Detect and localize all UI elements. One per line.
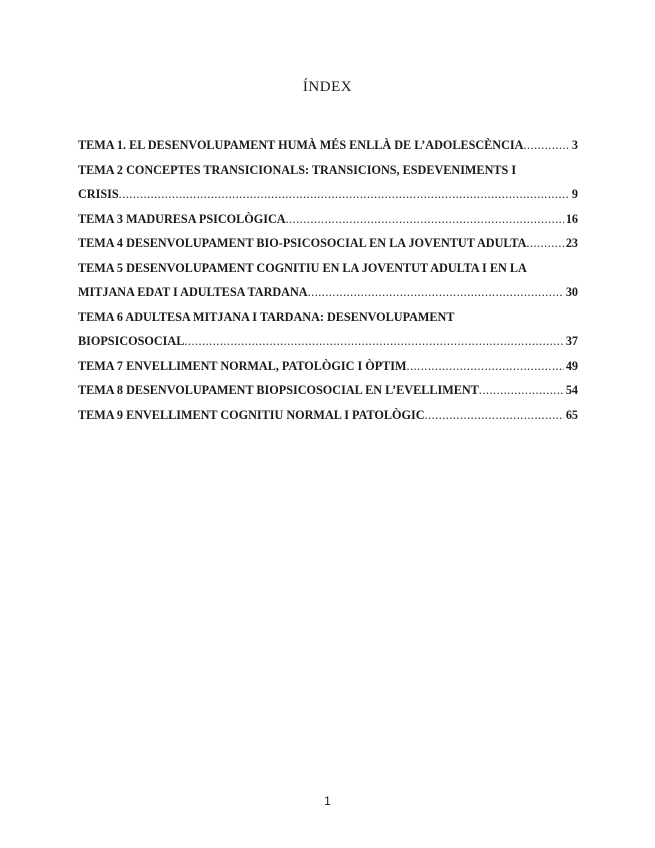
toc-entry-page-number: 3 [571, 138, 578, 152]
toc-entry-title: BIOPSICOSOCIAL [78, 334, 185, 348]
dot-leader [425, 403, 564, 428]
toc-entry-title: TEMA 5 DESENVOLUPAMENT COGNITIU EN LA JOVENTUT ADULTA I EN LA [78, 260, 527, 275]
toc-entry-page-number: 23 [565, 236, 578, 250]
toc-entry-page-number: 65 [565, 407, 578, 422]
toc-entry-page-number: 37 [565, 334, 578, 348]
toc-entry-title: TEMA 9 ENVELLIMENT COGNITIU NORMAL I PATOLÒGIC [78, 407, 425, 422]
toc-entry[interactable] [78, 354, 578, 379]
dot-leader [184, 329, 563, 354]
toc-entry[interactable] [78, 305, 578, 354]
toc-entry-page-number: 9 [571, 187, 578, 201]
toc-entry-page-number: 49 [565, 358, 578, 373]
toc-entry-title: TEMA 4 DESENVOLUPAMENT BIO-PSICOSOCIAL EN LA JOVENTUT ADULTA [78, 236, 527, 250]
toc-entry-title: CRISIS [78, 187, 119, 201]
toc-entry-title: TEMA 8 DESENVOLUPAMENT BIOPSICOSOCIAL EN L’EVELLIMENT [78, 383, 479, 397]
toc-entry[interactable] [78, 207, 578, 232]
dot-leader [286, 207, 564, 232]
toc-entry[interactable] [78, 133, 578, 158]
toc-entry-title: MITJANA EDAT I ADULTESA TARDANA [78, 285, 308, 299]
toc-entry[interactable] [78, 378, 578, 403]
dot-leader [119, 182, 570, 207]
toc-entry[interactable] [78, 158, 578, 207]
toc-entry-title: TEMA 1. EL DESENVOLUPAMENT HUMÀ MÉS ENLLÀ DE L’ADOLESCÈNCIA [78, 138, 524, 152]
toc-entry[interactable] [78, 403, 578, 428]
page-title: ÍNDEX [302, 79, 353, 95]
toc-entry[interactable] [78, 231, 578, 256]
dot-leader [308, 280, 564, 305]
dot-leader [526, 231, 563, 256]
page-number: 1 [324, 794, 331, 808]
toc-entry-title: TEMA 7 ENVELLIMENT NORMAL, PATOLÒGIC I ÒPTIM [78, 358, 407, 373]
toc-entry-title: TEMA 2 CONCEPTES TRANSICIONALS: TRANSICIONS, ESDEVENIMENTS I [78, 162, 517, 177]
dot-leader [407, 354, 564, 379]
table-of-contents [78, 133, 578, 427]
toc-entry-page-number: 16 [565, 211, 578, 226]
dot-leader [523, 133, 569, 158]
dot-leader [479, 378, 564, 403]
toc-entry-title: TEMA 3 MADURESA PSICOLÒGICA [78, 211, 286, 226]
toc-entry-page-number: 54 [565, 383, 578, 397]
toc-entry-page-number: 30 [565, 285, 578, 299]
toc-entry-title: TEMA 6 ADULTESA MITJANA I TARDANA: DESENVOLUPAMENT [78, 309, 455, 324]
toc-entry[interactable] [78, 256, 578, 305]
